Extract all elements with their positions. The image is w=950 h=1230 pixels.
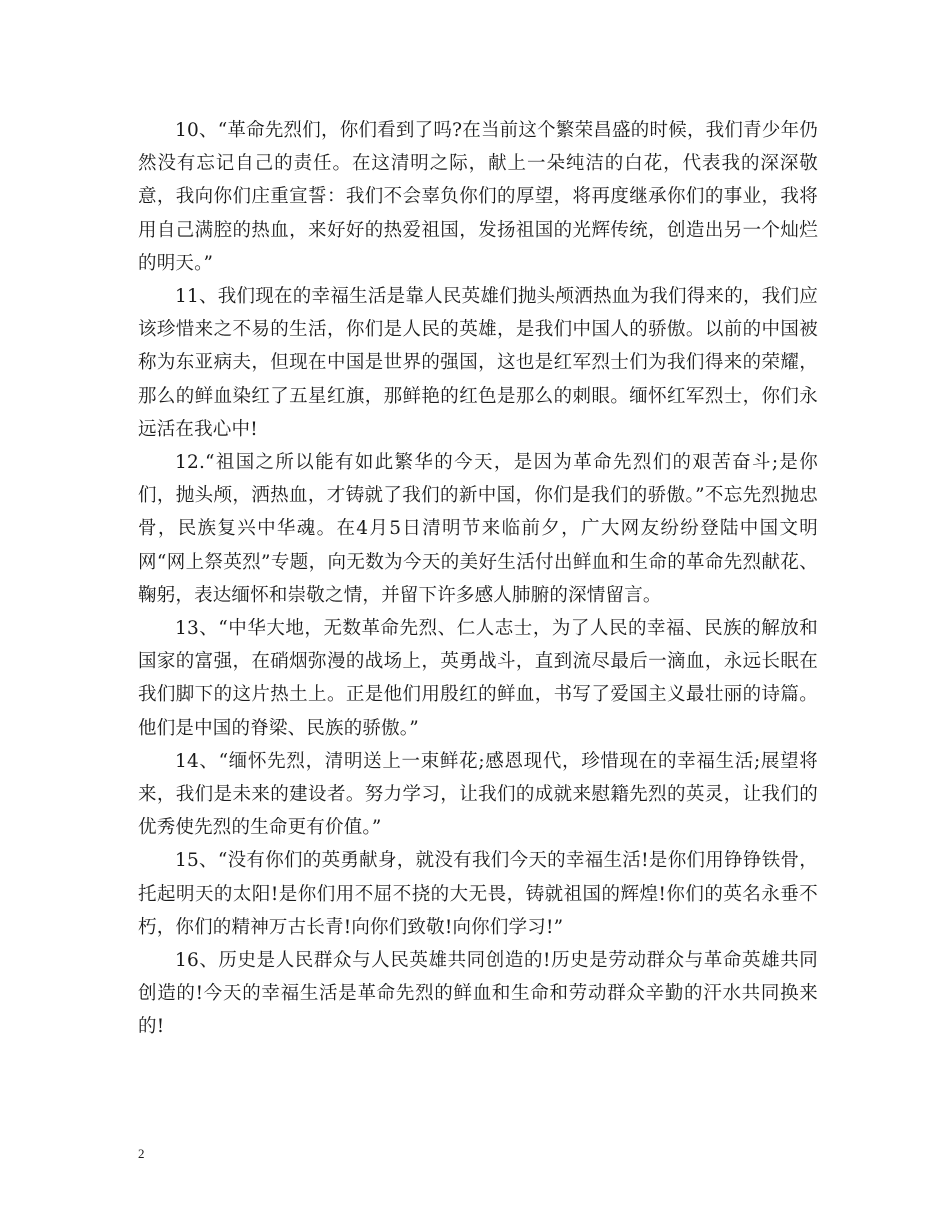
paragraph-14: 14、“缅怀先烈，清明送上一束鲜花;感恩现代，珍惜现在的幸福生活;展望将来，我们是未来的建设者。努力学习，让我们的成就来慰籍先烈的英灵，让我们的优秀使先烈的生命更有价值。” [138, 750, 818, 839]
page-number: 2 [138, 1146, 145, 1161]
paragraph-15: 15、“没有你们的英勇献身，就没有我们今天的幸福生活!是你们用铮铮铁骨，托起明天的太阳!是你们用不屈不挠的大无畏，铸就祖国的辉煌!你们的英名永垂不朽，你们的精神万古长青!向你们致敬!向你们学习!” [138, 850, 818, 938]
paragraph-16: 16、历史是人民群众与人民英雄共同创造的!历史是劳动群众与革命英雄共同创造的!今天的幸福生活是革命先烈的鲜血和生命和劳动群众辛勤的汗水共同换来的! [138, 950, 818, 1038]
paragraph-13: 13、“中华大地，无数革命先烈、仁人志士，为了人民的幸福、民族的解放和国家的富强，在硝烟弥漫的战场上，英勇战斗，直到流尽最后一滴血，永远长眠在我们脚下的这片热土上。正是他们用殷红的鲜血，书写了爱国主义最壮丽的诗篇。他们是中国的脊梁、民族的骄傲。” [138, 618, 818, 739]
paragraph-10: 10、“革命先烈们，你们看到了吗?在当前这个繁荣昌盛的时候，我们青少年仍然没有忘记自己的责任。在这清明之际，献上一朵纯洁的白花，代表我的深深敬意，我向你们庄重宣誓：我们不会辜负你们的厚望，将再度继承你们的事业，我将用自己满腔的热血，来好好的热爱祖国，发扬祖国的光辉传统，创造出另一个灿烂的明天。” [138, 120, 818, 274]
document-body [138, 114, 818, 1044]
paragraph-12: 12.“祖国之所以能有如此繁华的今天，是因为革命先烈们的艰苦奋斗;是你们，抛头颅，洒热血，才铸就了我们的新中国，你们是我们的骄傲。”不忘先烈抛忠骨，民族复兴中华魂。在4月5日清明节来临前夕，广大网友纷纷登陆中国文明网“网上祭英烈”专题，向无数为今天的美好生活付出鲜血和生命的革命先烈献花、鞠躬，表达缅怀和崇敬之情，并留下许多感人肺腑的深情留言。 [138, 452, 818, 606]
paragraph-11: 11、我们现在的幸福生活是靠人民英雄们抛头颅洒热血为我们得来的，我们应该珍惜来之不易的生活，你们是人民的英雄，是我们中国人的骄傲。以前的中国被称为东亚病夫，但现在中国是世界的强国，这也是红军烈士们为我们得来的荣耀，那么的鲜血染红了五星红旗，那鲜艳的红色是那么的刺眼。缅怀红军烈士，你们永远活在我心中! [138, 286, 818, 440]
